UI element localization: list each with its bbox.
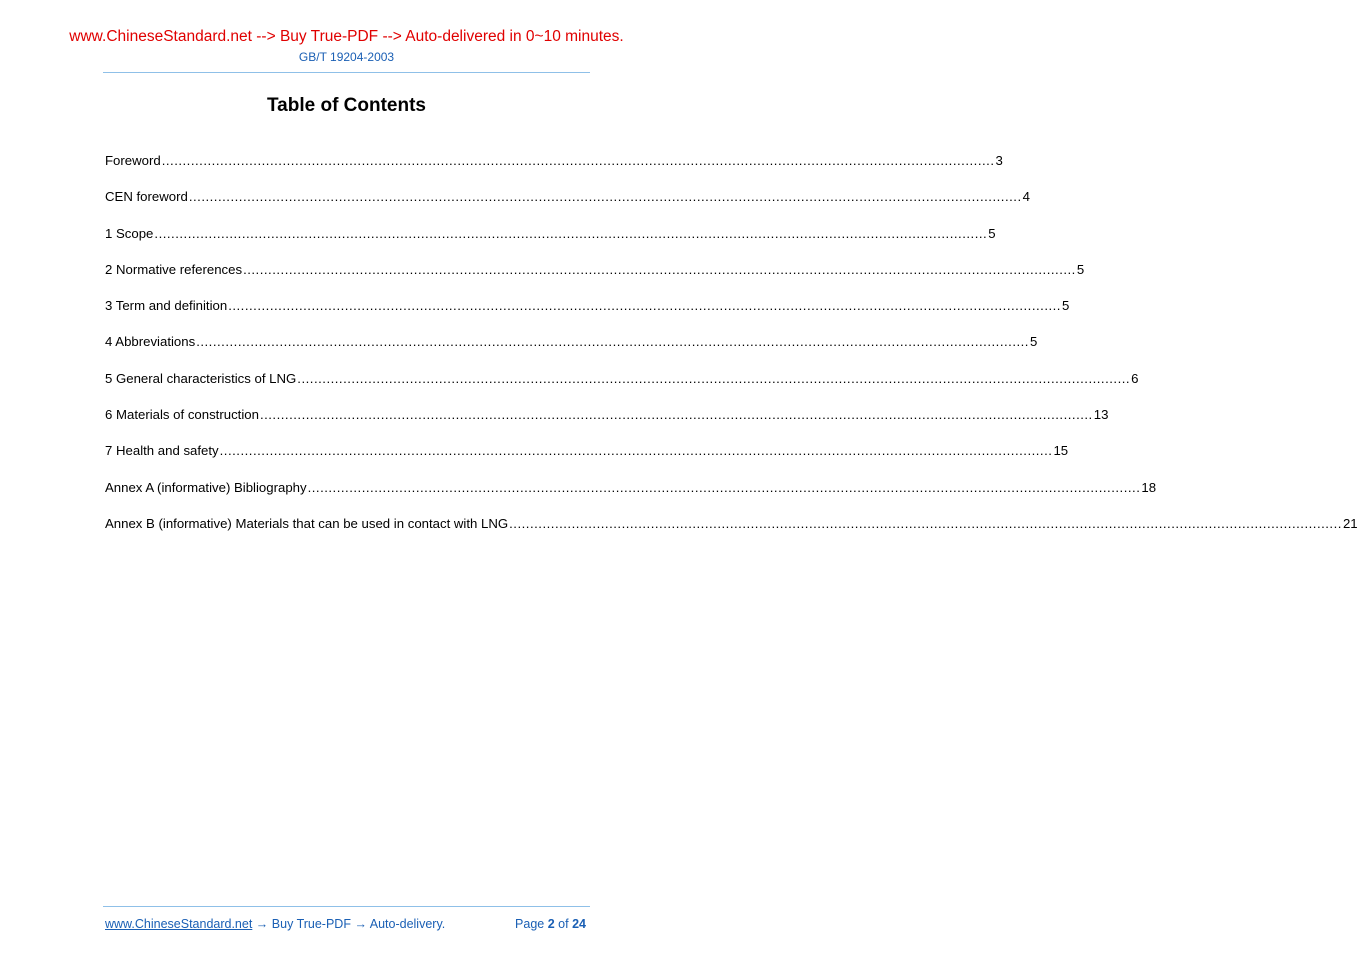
right-arrow-icon: →	[255, 917, 269, 931]
toc-list	[105, 152, 1358, 551]
right-arrow-icon: →	[354, 917, 367, 931]
toc-entry[interactable]	[105, 297, 1070, 333]
toc-entry-label: 3 Term and definition	[105, 298, 228, 314]
toc-entry[interactable]	[105, 479, 1157, 515]
page-title: Table of Contents	[266, 95, 427, 116]
toc-entry-page-number: 21	[1342, 515, 1358, 531]
toc-entry[interactable]	[105, 442, 1069, 478]
page-footer	[105, 917, 586, 931]
standard-code: GB/T 19204-2003	[298, 50, 395, 64]
toc-entry-label: Annex B (informative) Materials that can be used in contact with LNG	[105, 515, 509, 531]
toc-entry-label: Foreword	[105, 153, 161, 168]
toc-dot-leader: ........................................................................................................................................................................................................	[259, 407, 1093, 423]
toc-dot-leader: ........................................................................................................................................................................................................	[188, 189, 1022, 205]
toc-entry-label: 7 Health and safety	[105, 443, 219, 459]
footer-divider	[103, 906, 590, 907]
footer-auto-text: Auto-delivery.	[369, 917, 446, 931]
footer-promo	[105, 917, 445, 931]
toc-entry-page-number: 13	[1093, 407, 1109, 423]
page-counter	[515, 917, 586, 931]
toc-entry-label: 1 Scope	[105, 225, 154, 241]
toc-entry[interactable]	[105, 333, 1038, 369]
toc-entry-label: 5 General characteristics of LNG	[105, 370, 297, 386]
toc-entry[interactable]	[105, 515, 1358, 551]
total-pages-number: 24	[572, 917, 586, 931]
toc-entry-page-number: 4	[1022, 189, 1030, 205]
header-divider	[103, 72, 590, 73]
page-word: Page	[515, 917, 545, 931]
toc-entry[interactable]	[105, 261, 1085, 297]
of-word: of	[558, 917, 569, 931]
footer-buy-text: Buy True-PDF	[271, 917, 351, 931]
toc-entry[interactable]	[105, 406, 1109, 442]
toc-entry-page-number: 3	[995, 153, 1003, 168]
toc-entry-page-number: 5	[1076, 261, 1085, 277]
toc-dot-leader: ........................................................................................................................................................................................................	[297, 370, 1131, 386]
footer-site-link[interactable]: www.ChineseStandard.net	[105, 917, 253, 931]
toc-dot-leader: ........................................................................................................................................................................................................	[219, 443, 1053, 459]
toc-entry-page-number: 6	[1131, 370, 1139, 386]
toc-entry-label: 4 Abbreviations	[105, 334, 196, 350]
toc-entry-page-number: 5	[1029, 334, 1038, 350]
toc-entry[interactable]	[105, 188, 1030, 224]
toc-entry[interactable]	[105, 152, 1003, 188]
toc-entry-page-number: 15	[1053, 443, 1069, 459]
current-page-number: 2	[547, 917, 555, 931]
toc-entry-page-number: 5	[988, 225, 996, 241]
toc-entry-label: CEN foreword	[105, 189, 188, 205]
toc-dot-leader: ........................................................................................................................................................................................................	[509, 515, 1342, 531]
toc-entry[interactable]	[105, 225, 996, 261]
toc-dot-leader: ........................................................................................................................................................................................................	[243, 261, 1076, 277]
toc-dot-leader: ........................................................................................................................................................................................................	[228, 298, 1061, 314]
toc-dot-leader: ........................................................................................................................................................................................................	[196, 334, 1029, 350]
toc-entry-label: 2 Normative references	[105, 261, 243, 277]
toc-entry[interactable]	[105, 370, 1139, 406]
toc-dot-leader: ........................................................................................................................................................................................................	[154, 225, 988, 241]
toc-dot-leader: ........................................................................................................................................................................................................	[307, 479, 1141, 495]
promo-banner[interactable]: www.ChineseStandard.net --> Buy True-PDF --> Auto-delivered in 0~10 minutes.	[69, 28, 624, 45]
toc-entry-label: 6 Materials of construction	[105, 407, 259, 423]
toc-dot-leader: ........................................................................................................................................................................................................	[161, 153, 995, 168]
toc-entry-label: Annex A (informative) Bibliography	[105, 479, 307, 495]
toc-entry-page-number: 5	[1061, 298, 1070, 314]
toc-entry-page-number: 18	[1141, 479, 1157, 495]
